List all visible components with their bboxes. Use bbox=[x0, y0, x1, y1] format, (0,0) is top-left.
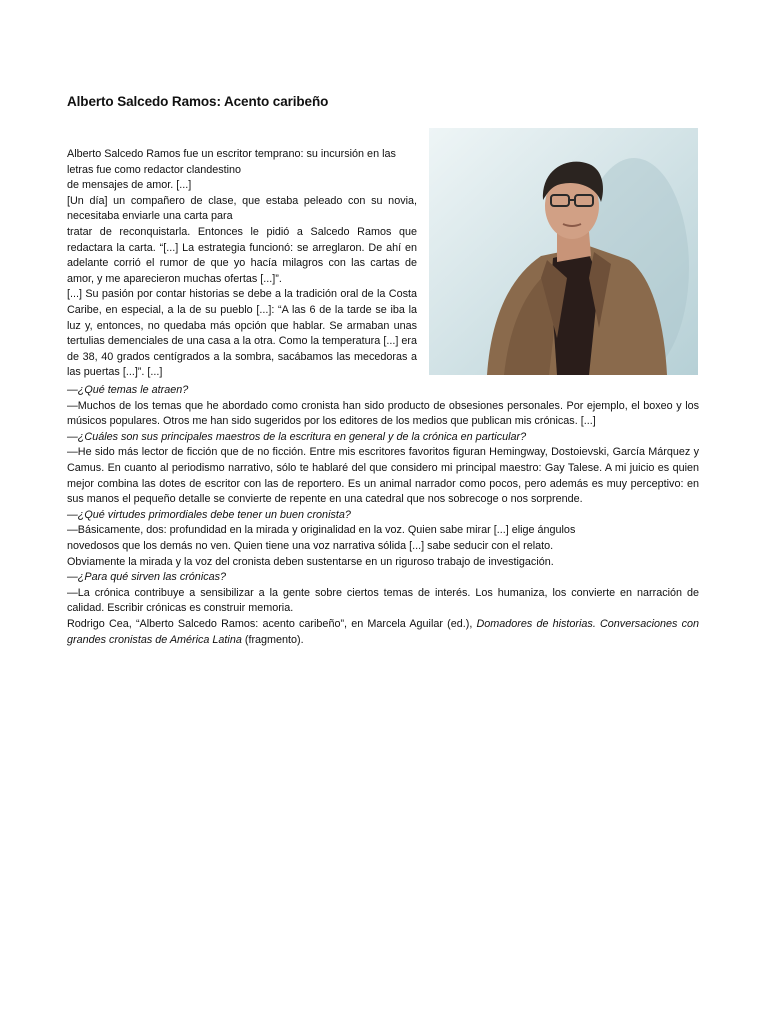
question: —¿Cuáles son sus principales maestros de la escritura en general y de la crónica en particular? bbox=[67, 430, 527, 443]
answer: —He sido más lector de ficción que de no ficción. Entre mis escritores favoritos figuran Hemingway, Dostoievski, García Márquez y Camus. En cuanto al periodismo narrativo, sólo te hablaré del que considero mi principal maestro: Gay Talese. A mi juicio es quien mejor combina las dotes de escritor con las de reportero. Es un animal narrador como pocos, pero además es muy perceptivo: en sus manos el pequeño detalle se convierte de repente en una catedral que nos sobrecoge o nos sorprende. bbox=[67, 446, 699, 506]
author-portrait-photo bbox=[429, 128, 698, 375]
intro-paragraph: Alberto Salcedo Ramos fue un escritor temprano: su incursión en las letras fue como redactor clandestino bbox=[67, 148, 396, 176]
question: —¿Qué virtudes primordiales debe tener un buen cronista? bbox=[67, 508, 351, 521]
interview-body bbox=[67, 383, 699, 648]
citation-suffix: (fragmento). bbox=[241, 633, 304, 646]
question: —¿Para qué sirven las crónicas? bbox=[67, 571, 227, 584]
answer: —Muchos de los temas que he abordado como cronista han sido producto de obsesiones personales. Por ejemplo, el boxeo y los músicos populares. Otros me han sido sugeridos por los editores de los medios que publican mis crónicas. [...] bbox=[67, 399, 699, 428]
intro-paragraph: tratar de reconquistarla. Entonces le pidió a Salcedo Ramos que redactara la carta. “[...] La estrategia funcionó: se arreglaron. De ahí en adelante corrió el rumor de que yo hacía milagros con las cartas de amor, y me aparecieron muchas ofertas [...]”. bbox=[67, 225, 417, 285]
answer: —Básicamente, dos: profundidad en la mirada y originalidad en la voz. Quien sabe mirar [...] elige ángulos bbox=[67, 524, 576, 537]
intro-paragraph: [...] Su pasión por contar historias se debe a la tradición oral de la Costa Caribe, en especial, a la de su pueblo [...]: “A las 6 de la tarde se iba la luz y, entonces, no quedaba más opción que hablar. Se armaban unas tertulias demenciales de una casa a la otra. Como la temperatura [...] era de 38, 40 grados centígrados a la sombra, sacábamos las mecedoras a las puertas [...]”. [...] bbox=[67, 288, 417, 379]
page-title: Alberto Salcedo Ramos: Acento caribeño bbox=[67, 94, 329, 109]
citation bbox=[67, 617, 699, 648]
question: —¿Qué temas le atraen? bbox=[67, 384, 189, 396]
answer: —La crónica contribuye a sensibilizar a la gente sobre ciertos temas de interés. Los humaniza, los convierte en narración de calidad. Escribir crónicas es construir memoria. bbox=[67, 586, 699, 615]
answer: Obviamente la mirada y la voz del cronista deben sustentarse en un riguroso trabajo de investigación. bbox=[67, 555, 554, 568]
intro-paragraph: de mensajes de amor. [...] bbox=[67, 179, 192, 192]
intro-paragraph: [Un día] un compañero de clase, que estaba peleado con su novia, necesitaba enviarle una carta para bbox=[67, 194, 417, 223]
author-portrait-icon bbox=[429, 128, 698, 375]
citation-book-title: Domadores de historias. Conversaciones con grandes cronistas de América Latina bbox=[67, 617, 699, 646]
answer: novedosos que los demás no ven. Quien tiene una voz narrativa sólida [...] sabe seducir con el relato. bbox=[67, 539, 554, 552]
intro-column bbox=[67, 147, 417, 381]
citation-prefix: Rodrigo Cea, “Alberto Salcedo Ramos: acento caribeño”, en Marcela Aguilar (ed.), bbox=[67, 617, 477, 630]
